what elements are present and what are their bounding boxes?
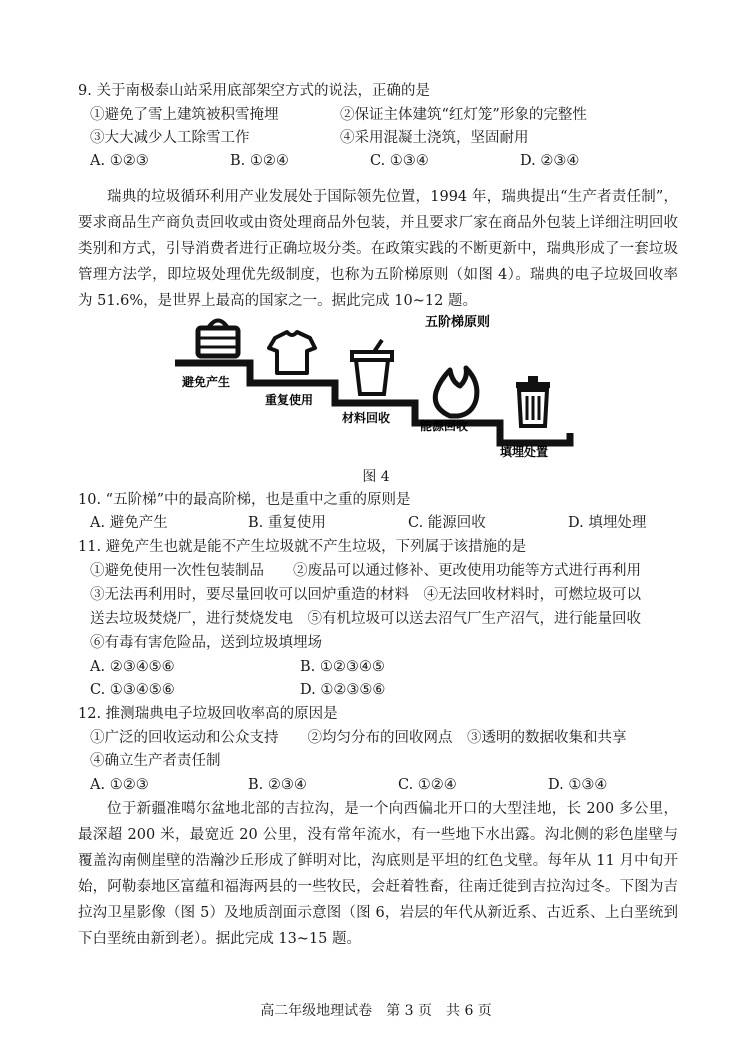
q9-option-b: B. ①②④ <box>230 153 289 169</box>
q9-item-1: ①避免了雪上建筑被积雪掩埋 <box>90 107 279 123</box>
q10-stem: 10. “五阶梯”中的最高阶梯，也是重中之重的原则是 <box>78 492 411 508</box>
passage-jilagou: 位于新疆准噶尔盆地北部的吉拉沟，是一个向西偏北开口的大型洼地，长 200 多公里，最深超 200 米，最宽近 20 公里，没有常年流水，有一些地下水出露。沟北侧的彩色崖壁与覆盖沟南侧崖壁的浩瀚沙丘形成了鲜明对比，沟底则是平坦的红色戈壁。每年从 11 月中旬开始，阿勒泰地区富蕴和福海两县的一些牧民，会赶着牲畜，往南迁徙到吉拉沟过冬。下图为吉拉沟卫星影像（图 5）及地质剖面示意图（图 6，岩层的年代从新近系、古近系、上白垩统到下白垩统由新到老）。据此完成 13~15 题。 <box>78 801 678 947</box>
q12-option-a: A. ①②③ <box>90 777 149 793</box>
q11-stem: 11. 避免产生也就是能不产生垃圾就不产生垃圾，下列属于该措施的是 <box>78 539 527 555</box>
q11-option-a: A. ②③④⑤⑥ <box>90 659 175 675</box>
trash-can-icon <box>516 376 550 426</box>
q11-line-2: ③无法再利用时，要尽量回收可以回炉重造的材料 ④无法回收材料时，可燃垃圾可以 <box>90 587 641 603</box>
q12-option-d: D. ①③④ <box>548 777 608 793</box>
staircase-line <box>175 363 570 443</box>
q10-option-d: D. 填埋处理 <box>568 515 647 531</box>
step-label-4: 能源回收 <box>420 419 469 433</box>
q11-option-c: C. ①③④⑤⑥ <box>90 682 175 698</box>
cup-icon <box>352 340 392 394</box>
five-step-diagram <box>170 308 590 458</box>
q11-line-1: ①避免使用一次性包装制品 ②废品可以通过修补、更改使用功能等方式进行再利用 <box>90 563 641 579</box>
figure-caption: 图 4 <box>362 469 390 485</box>
step-label-3: 材料回收 <box>342 411 391 425</box>
q9-option-d: D. ②③④ <box>520 153 580 169</box>
q9-stem: 9. 关于南极泰山站采用底部架空方式的说法，正确的是 <box>78 83 430 99</box>
q12-option-c: C. ①②④ <box>398 777 457 793</box>
five-step-figure <box>170 308 590 458</box>
tshirt-icon <box>269 332 315 373</box>
q11-line-4: ⑥有毒有害危险品，送到垃圾填埋场 <box>90 635 322 651</box>
q11-option-d: D. ①②③⑤⑥ <box>300 682 386 698</box>
q9-item-4: ④采用混凝土浇筑，坚固耐用 <box>340 130 529 146</box>
q9-option-a: A. ①②③ <box>90 153 149 169</box>
q12-option-b: B. ②③④ <box>248 777 307 793</box>
q9-option-c: C. ①③④ <box>370 153 429 169</box>
q12-stem: 12. 推测瑞典电子垃圾回收率高的原因是 <box>78 706 338 722</box>
step-label-2: 重复使用 <box>265 393 314 407</box>
figure-title: 五阶梯原则 <box>425 315 491 330</box>
q10-option-a: A. 避免产生 <box>90 515 168 531</box>
q11-option-b: B. ①②③④⑤ <box>300 659 385 675</box>
flame-icon <box>435 368 477 416</box>
q10-option-b: B. 重复使用 <box>248 515 326 531</box>
q12-line-1: ①广泛的回收运动和公众支持 ②均匀分布的回收网点 ③透明的数据收集和共享 <box>90 730 627 746</box>
step-label-1: 避免产生 <box>182 375 231 389</box>
q9-item-3: ③大大减少人工除雪工作 <box>90 130 250 146</box>
basket-icon <box>198 321 238 357</box>
step-label-5: 填埋处置 <box>500 445 549 458</box>
q11-line-3: 送去垃圾焚烧厂，进行焚烧发电 ⑤有机垃圾可以送去沼气厂生产沼气，进行能量回收 <box>90 611 641 627</box>
q10-option-c: C. 能源回收 <box>408 515 486 531</box>
passage-sweden: 瑞典的垃圾循环利用产业发展处于国际领先位置，1994 年，瑞典提出“生产者责任制”，要求商品生产商负责回收或由资处理商品外包装，并且要求厂家在商品外包装上详细注明回收类别和方式，引导消费者进行正确垃圾分类。在政策实践的不断更新中，瑞典形成了一套垃圾管理方法学，即垃圾处理优先级制度，也称为五阶梯原则（如图 4）。瑞典的电子垃圾回收率为 51.6%，是世界上最高的国家之一。据此完成 10~12 题。 <box>78 189 678 309</box>
q12-line-2: ④确立生产者责任制 <box>90 753 221 769</box>
page-footer: 高二年级地理试卷 第 3 页 共 6 页 <box>260 1003 492 1019</box>
q9-item-2: ②保证主体建筑“红灯笼”形象的完整性 <box>340 107 587 123</box>
